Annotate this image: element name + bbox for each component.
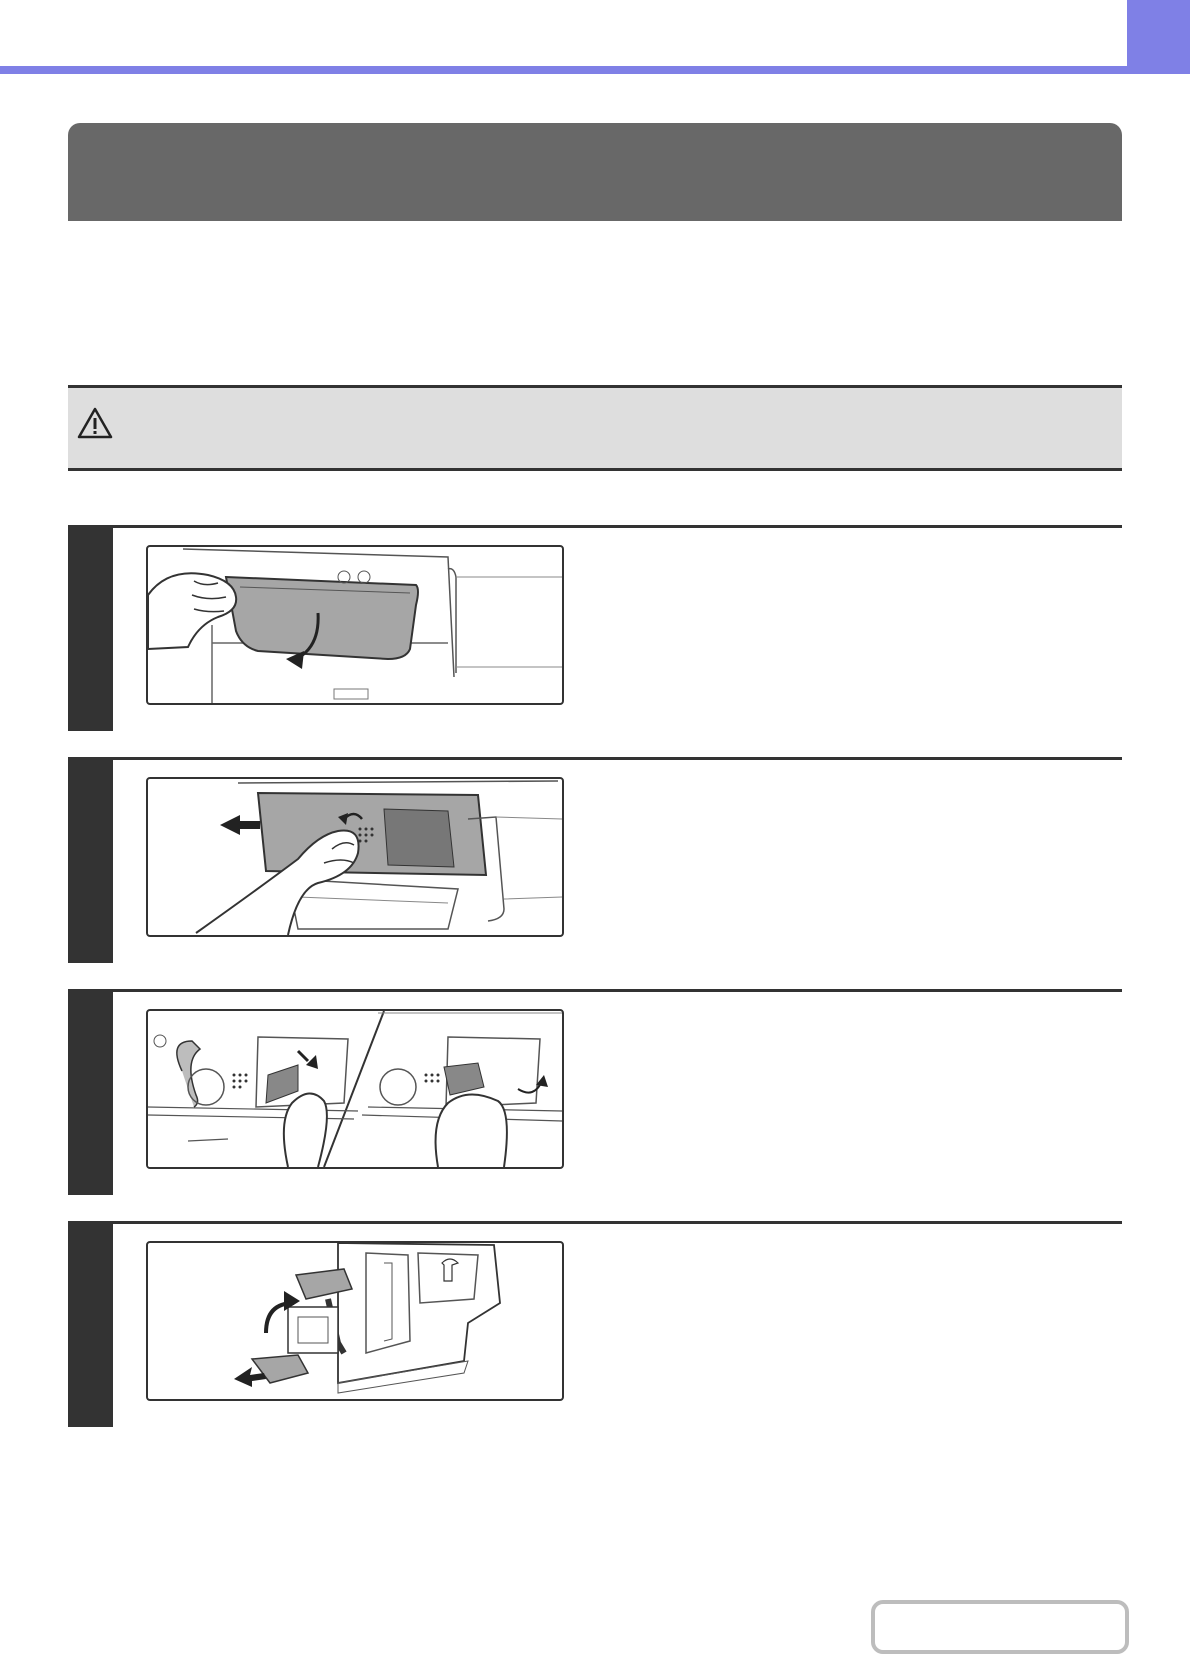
caution-box: [68, 385, 1122, 471]
illustration-open-front-cover: [146, 545, 564, 705]
step-divider: [113, 525, 1122, 528]
step-1: [68, 525, 1122, 731]
step-4: [68, 1221, 1122, 1427]
step-number-bar: [68, 757, 113, 963]
illustration-pull-out-staple-unit: [146, 777, 564, 937]
step-divider: [113, 1221, 1122, 1224]
page-title-bar: [68, 123, 1122, 221]
step-3: [68, 989, 1122, 1195]
contents-button[interactable]: [871, 1600, 1129, 1654]
step-number-bar: [68, 989, 113, 1195]
top-accent-tab: [1127, 0, 1190, 74]
step-divider: [113, 989, 1122, 992]
illustration-remove-staple-cartridge: [146, 1009, 564, 1169]
warning-triangle-icon: [76, 406, 114, 440]
step-number-bar: [68, 525, 113, 731]
illustration-remove-empty-staple-case: [146, 1241, 564, 1401]
step-number-bar: [68, 1221, 113, 1427]
step-2: [68, 757, 1122, 963]
step-divider: [113, 757, 1122, 760]
top-accent-rule: [0, 66, 1127, 74]
